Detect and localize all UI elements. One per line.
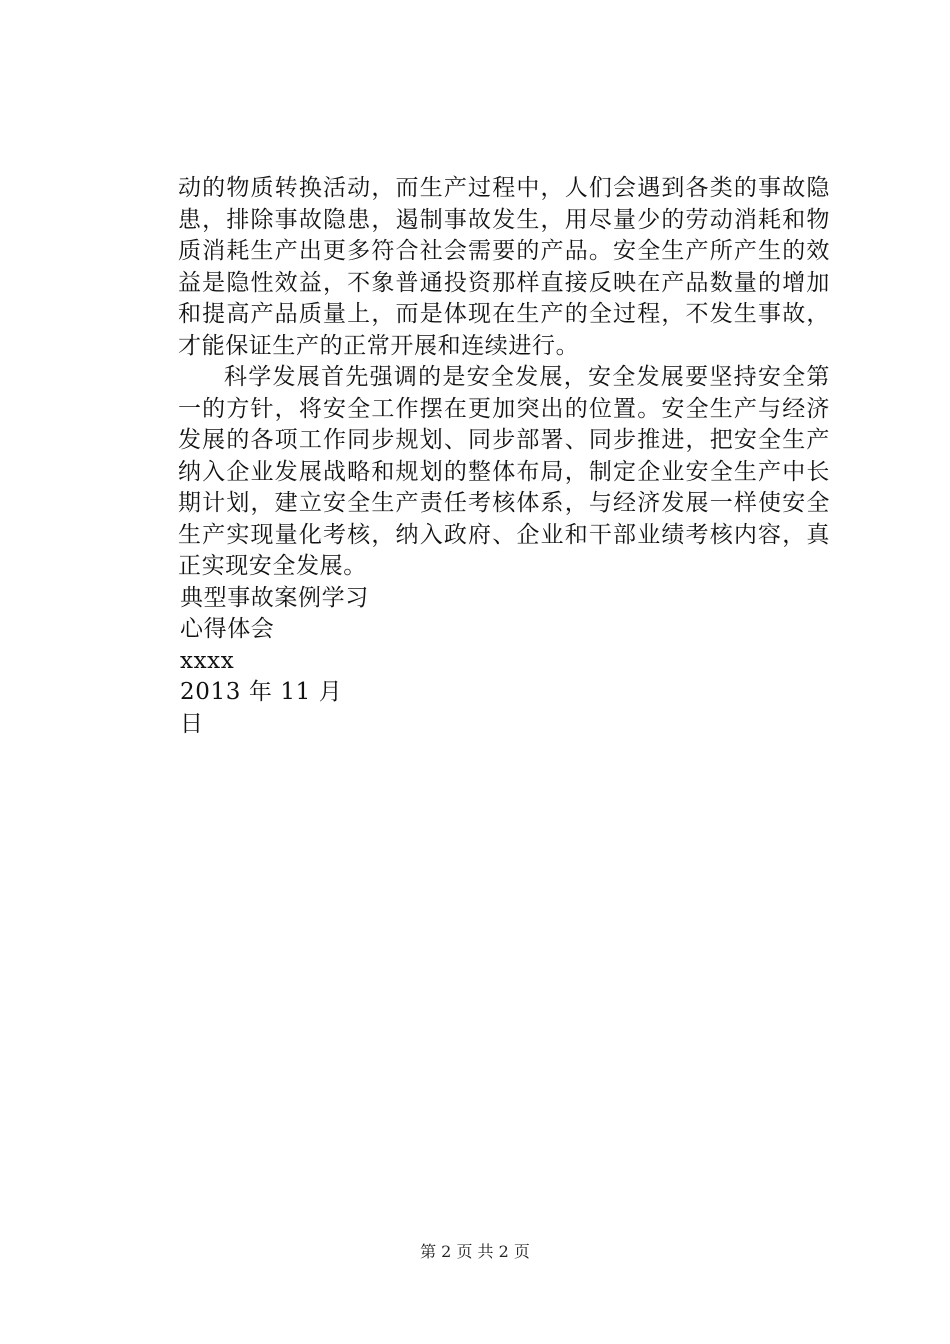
document-title-line2: 心得体会 bbox=[180, 616, 275, 642]
document-title-line1: 典型事故案例学习 bbox=[180, 584, 369, 611]
author-name: xxxx bbox=[180, 647, 235, 674]
date-line2: 日 bbox=[180, 710, 204, 737]
page-footer: 第 2 页 共 2 页 bbox=[420, 1242, 530, 1261]
document-body bbox=[178, 173, 830, 740]
paragraph-safety-development: 科学发展首先强调的是安全发展，安全发展要坚持安全第一的方针，将安全工作摆在更加突出的位置。安全生产与经济发展的各项工作同步规划、同步部署、同步推进，把安全生产纳入企业发展战略和规划的整体布局，制定企业安全生产中长期计划，建立安全生产责任考核体系，与经济发展一样使安全生产实现量化考核，纳入政府、企业和干部业绩考核内容，真正实现安全发展。 bbox=[178, 364, 830, 579]
signature-block bbox=[178, 583, 830, 741]
paragraph-continuation: 动的物质转换活动，而生产过程中，人们会遇到各类的事故隐患，排除事故隐患，遏制事故发生，用尽量少的劳动消耗和物质消耗生产出更多符合社会需要的产品。安全生产所产生的效益是隐性效益，不象普通投资那样直接反映在产品数量的增加和提高产品质量上，而是体现在生产的全过程，不发生事故，才能保证生产的正常开展和连续进行。 bbox=[178, 175, 830, 359]
date-line1: 2013 年 11 月 bbox=[180, 679, 343, 705]
